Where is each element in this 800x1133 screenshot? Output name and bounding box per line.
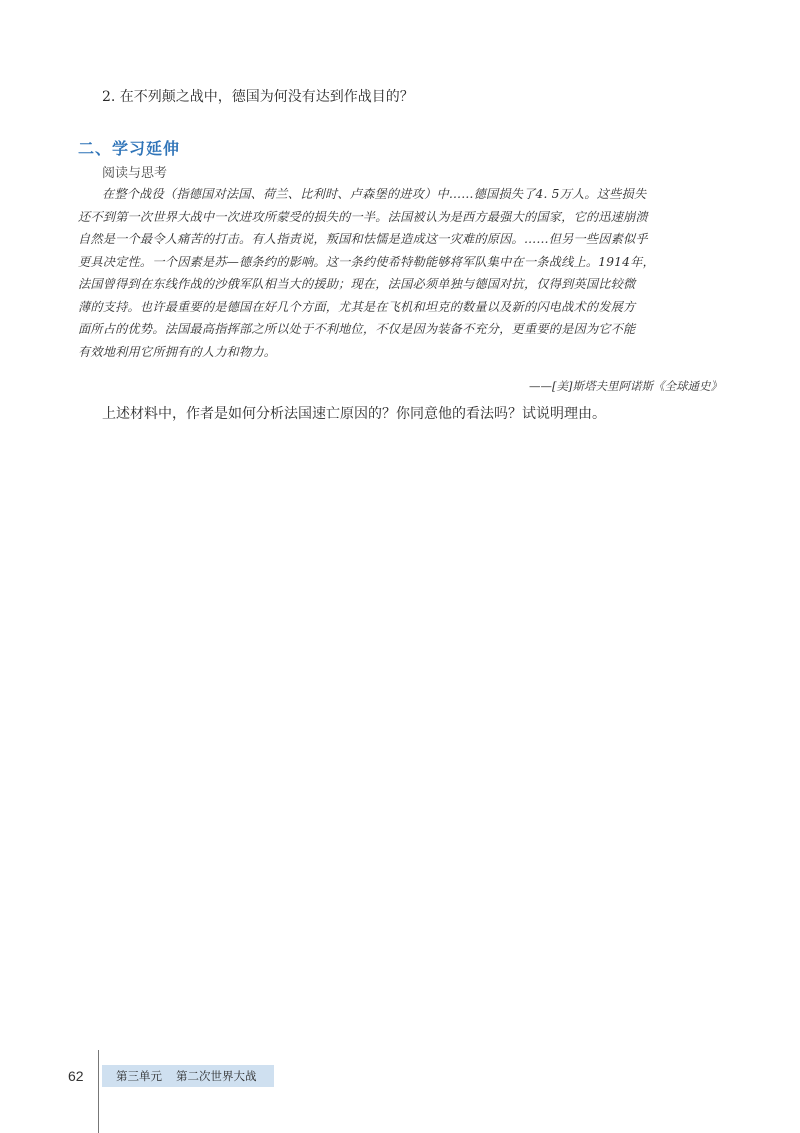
reading-line: 面所占的优势。法国最高指挥部之所以处于不利地位，不仅是因为装备不充分，更重要的是因为它不能 (78, 322, 636, 336)
reading-line: 自然是一个最令人痛苦的打击。有人指责说，叛国和怯懦是造成这一灾难的原因。……但另一些因素似乎 (78, 232, 648, 246)
chapter-tab (102, 1065, 274, 1087)
unit-label: 第三单元 (116, 1069, 162, 1083)
page-number: 62 (68, 1068, 84, 1084)
footer-divider (98, 1050, 99, 1133)
reading-line: 在整个战役（指德国对法国、荷兰、比利时、卢森堡的进攻）中……德国损失了4. 5万人。这些损失 (102, 187, 647, 201)
reading-line: 更具决定性。一个因素是苏—德条约的影响。这一条约使希特勒能够将军队集中在一条战线上。1914年， (78, 254, 655, 269)
section-heading: 二、学习延伸 (78, 139, 181, 158)
citation: ——[美]斯塔夫里阿诺斯《全球通史》 (529, 379, 722, 393)
sub-heading: 阅读与思考 (102, 166, 168, 181)
reading-line: 薄的支持。也许最重要的是德国在好几个方面，尤其是在飞机和坦克的数量以及新的闪电战术的发展方 (78, 299, 636, 314)
question-2: 2. 在不列颠之战中，德国为何没有达到作战目的？ (102, 89, 414, 105)
reading-line: 还不到第一次世界大战中一次进攻所蒙受的损失的一半。法国被认为是西方最强大的国家，它的迅速崩溃 (78, 209, 648, 224)
reading-line: 法国曾得到在东线作战的沙俄军队相当大的援助；现在，法国必须单独与德国对抗，仅得到英国比较微 (78, 277, 636, 291)
chapter-label: 第二次世界大战 (176, 1069, 257, 1083)
reading-passage (78, 183, 722, 363)
reading-line: 有效地利用它所拥有的人力和物力。 (78, 344, 277, 359)
discussion-prompt: 上述材料中，作者是如何分析法国速亡原因的？你同意他的看法吗？试说明理由。 (102, 406, 606, 422)
